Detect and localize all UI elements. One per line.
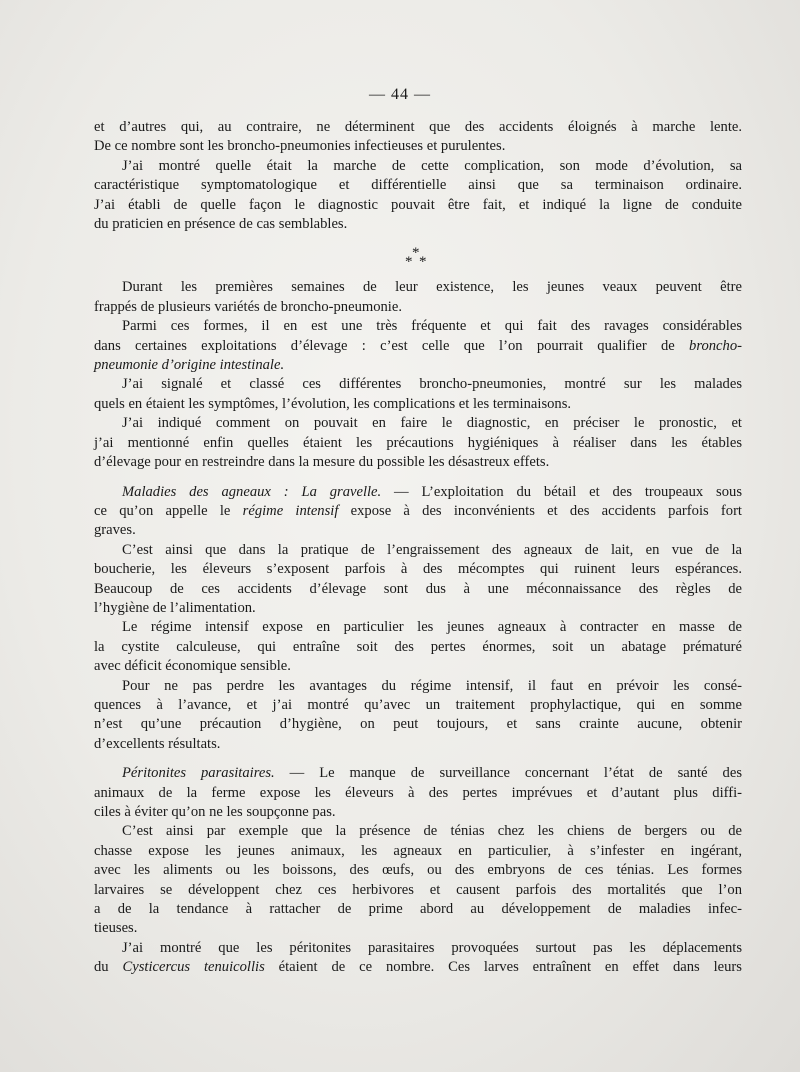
text-line: a de la tendance à rattacher de prime abord au développement de maladies infec- [94,901,742,918]
text-line: d’excellents résultats. [94,735,221,752]
paragraph [94,618,742,676]
section-title: Maladies des agneaux : La gravelle. [122,483,382,500]
text-line: J’ai indiqué comment on pouvait en faire le diagnostic, en préciser le pronostic, et [122,415,742,432]
asterisk: * [405,254,413,271]
section-peritonites [94,764,742,822]
text-line: J’ai montré que les péritonites parasitaires provoquées surtout pas les déplacements [122,939,742,956]
text-line: n’est qu’une précaution d’hygiène, on peut toujours, et sans crainte aucune, obtenir [94,716,742,733]
paragraph [94,677,742,755]
section-agneaux [94,483,742,541]
italic-fragment: Cysticercus tenuicollis [122,959,265,976]
text-fragment: étaient de ce nombre. Ces larves entraînent en effet dans leurs [264,959,742,976]
text-line: De ce nombre sont les broncho-pneumonies infectieuses et purulentes. [94,138,506,155]
text-fragment: — Le manque de surveillance concernant l’état de santé des [274,765,743,782]
text-line: Pour ne pas perdre les avantages du régime intensif, il faut en prévoir les consé- [122,677,742,694]
text-fragment: — L’exploitation du bétail et des troupeaux sous [381,483,743,500]
text-line: et d’autres qui, au contraire, ne déterminent que des accidents éloignés à marche lente. [94,119,742,135]
text-line [94,356,742,375]
section-gap [94,473,742,483]
asterism-separator [94,234,742,278]
text-line: Le régime intensif expose en particulier les jeunes agneaux à contracter en masse de [122,619,742,636]
paragraph [94,822,742,938]
text-line: J’ai signalé et classé ces différentes broncho-pneumonies, montré sur les malades [122,376,742,393]
text-fragment: expose à des inconvénients et des accidents parfois fort [338,502,742,519]
paragraph [94,317,742,375]
italic-fragment: régime intensif [242,502,339,519]
text-line: caractéristique symptomatologique et différentielle ainsi que sa terminaison ordinaire. [94,177,742,194]
text-line [94,337,742,356]
text-line: tieuses. [94,920,138,937]
text-line: j’ai mentionné enfin quelles étaient les précautions hygiéniques à réaliser dans les étables [94,434,742,451]
page-number: — 44 — [369,86,431,103]
asterisk: * [419,254,427,271]
text-line: ciles à éviter qu’on ne les soupçonne pas. [94,804,336,820]
paragraph [94,157,742,235]
text-line: C’est ainsi que dans la pratique de l’engraissement des agneaux de lait, en vue de la [122,541,742,558]
text-line [94,764,742,783]
paragraph [94,939,742,978]
text-line [94,958,742,977]
text-line: d’élevage pour en restreindre dans la mesure du possible les désastreux effets. [94,454,550,471]
text-line: quences à l’avance, et j’ai montré qu’avec un traitement prophylactique, qui en somme [94,696,742,713]
text-fragment: ce qu’on appelle le [94,502,243,519]
text-line: graves. [94,522,136,539]
text-line: boucherie, les éleveurs s’exposent parfois à des mécomptes qui ruinent leurs espérances. [94,561,742,578]
paragraph [94,375,742,414]
section-title: Péritonites parasitaires. [122,765,275,782]
text-line: l’hygiène de l’alimentation. [94,599,256,616]
text-fragment: dans certaines exploitations d’élevage : c’est celle que l’on pourrait qualifier de [94,337,675,354]
paragraph [94,541,742,619]
section-gap [94,754,742,764]
page-body [94,118,742,978]
text-line [94,502,742,521]
italic-fragment: pneumonie d’origine intestinale. [94,357,285,374]
text-line: la cystite calculeuse, qui entraîne soit des pertes énormes, soit un abatage prématuré [94,638,742,655]
text-line: quels en étaient les symptômes, l’évolution, les complications et les terminaisons. [94,395,572,412]
paragraph [94,414,742,472]
text-line: chasse expose les jeunes animaux, les agneaux en particulier, à s’infester en ingérant, [94,842,742,859]
text-line: J’ai montré quelle était la marche de cette complication, son mode d’évolution, sa [122,157,742,174]
text-line: C’est ainsi par exemple que la présence de ténias chez les chiens de bergers ou de [122,823,742,840]
text-line: frappés de plusieurs variétés de broncho-pneumonie. [94,298,402,315]
text-line: animaux de la ferme expose les éleveurs à des pertes imprévues et d’autant plus diffi- [94,784,742,801]
text-line: avec déficit économique sensible. [94,658,291,675]
text-line: larvaires se développent chez ces herbivores et causent parfois des mortalités que l’on [94,881,742,898]
text-line: J’ai établi de quelle façon le diagnostic pouvait être fait, et indiqué la ligne de conduite [94,196,742,213]
text-line [94,483,742,502]
italic-fragment: broncho- [689,337,742,354]
text-line: Durant les premières semaines de leur existence, les jeunes veaux peuvent être [122,279,742,296]
paragraph [94,278,742,317]
text-line: Beaucoup de ces accidents d’élevage sont dus à une méconnaissance des règles de [94,580,742,597]
text-fragment: du [94,959,123,976]
text-line: avec les aliments ou les boissons, des œufs, ou des embryons de ces ténias. Les formes [94,862,742,879]
text-line: du praticien en présence de cas semblables. [94,216,348,233]
paragraph [94,118,742,157]
text-line: Parmi ces formes, il en est une très fréquente et qui fait des ravages considérables [122,318,742,335]
asterisk: * [412,245,420,262]
